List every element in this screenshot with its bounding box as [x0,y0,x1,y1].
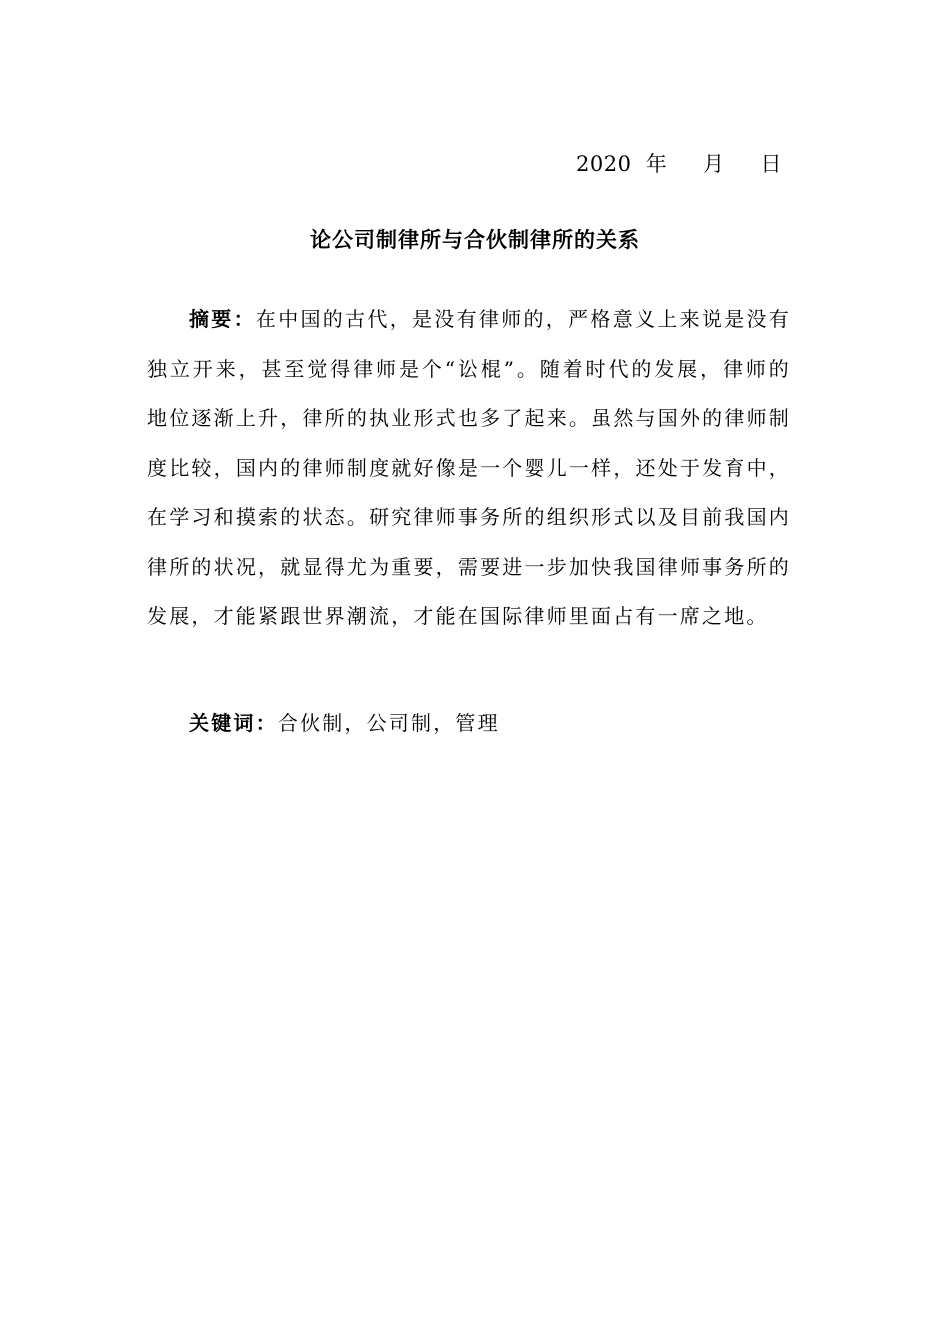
keywords-line [189,706,500,740]
abstract-label: 摘要： [189,307,256,331]
keywords-text: 合伙制，公司制，管理 [277,711,500,735]
date-line: 2020 年 月 日 [576,152,783,176]
keywords-label: 关键词： [189,711,278,735]
abstract-text: 在中国的古代，是没有律师的，严格意义上来说是没有独立开来，甚至觉得律师是个“讼棍”。随着时代的发展，律师的地位逐渐上升，律所的执业形式也多了起来。虽然与国外的律师制度比较，国内的律师制度就好像是一个婴儿一样，还处于发育中，在学习和摸索的状态。研究律师事务所的组织形式以及目前我国内律所的状况，就显得尤为重要，需要进一步加快我国律师事务所的发展，才能紧跟世界潮流，才能在国际律师里面占有一席之地。 [147,307,791,628]
paper-title: 论公司制律所与合伙制律所的关系 [310,228,640,252]
abstract-paragraph [147,295,791,642]
